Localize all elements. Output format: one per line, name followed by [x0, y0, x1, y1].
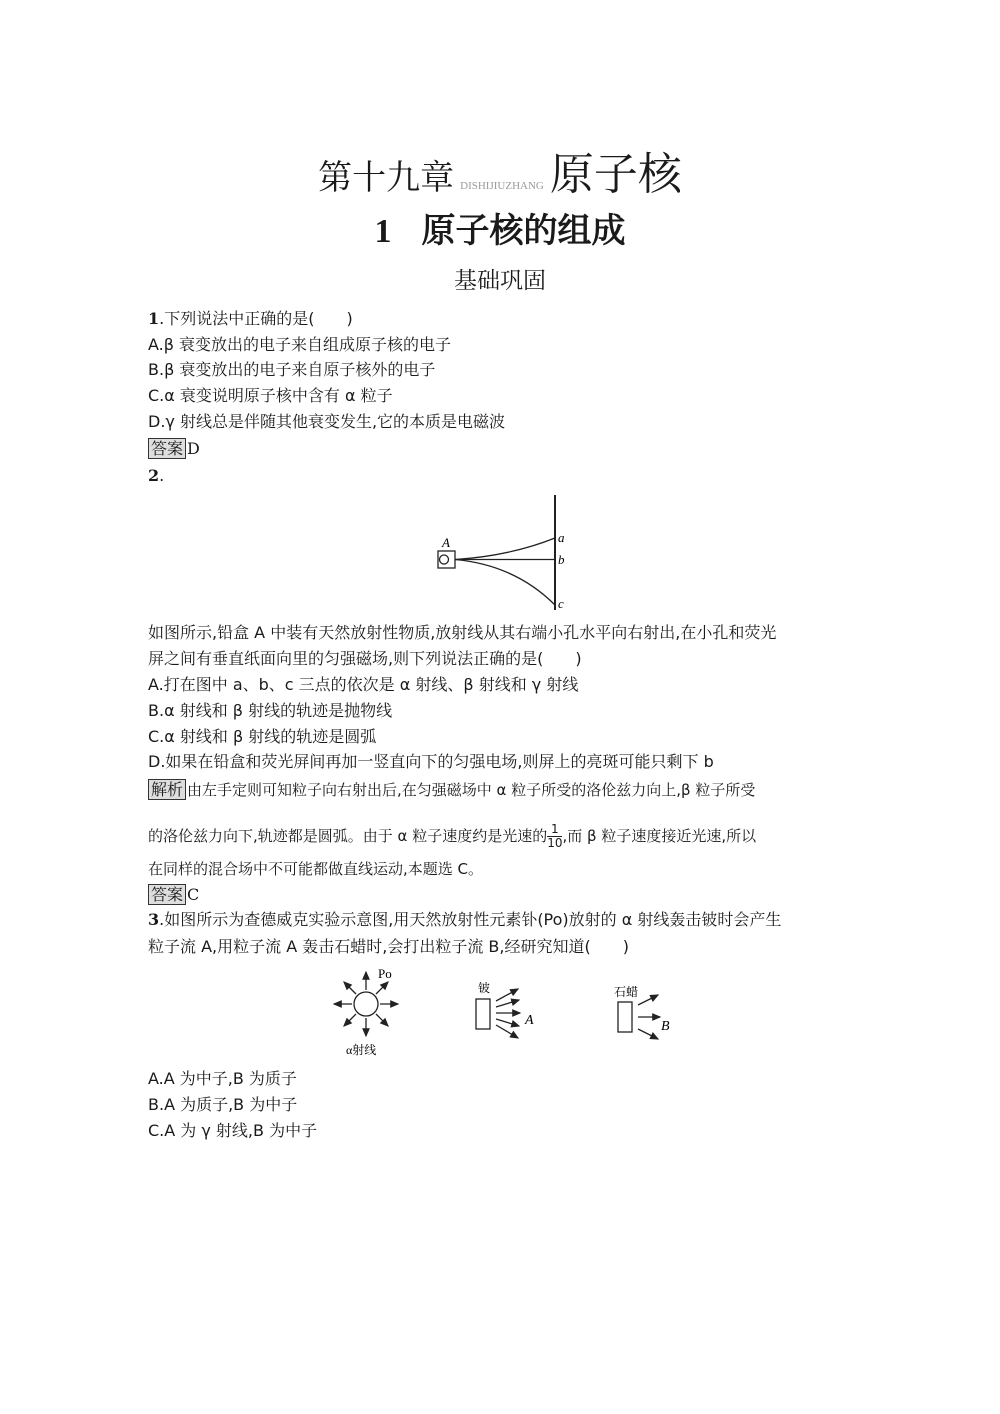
q2-option-c: C.α 射线和 β 射线的轨迹是圆弧	[148, 727, 377, 746]
q2-analysis-line-3: 在同样的混合场中不可能都做直线运动,本题选 C。	[148, 860, 484, 878]
point-label-a: a	[558, 530, 565, 545]
q3-option-a: A.A 为中子,B 为质子	[148, 1069, 297, 1088]
fraction-numerator: 1	[547, 823, 562, 837]
q3-number: 3	[148, 910, 160, 929]
stream-b-arrows-icon	[638, 995, 660, 1039]
q2-dot: .	[159, 466, 165, 485]
point-label-c: c	[558, 596, 564, 611]
paraffin-target-icon	[618, 1002, 632, 1032]
q1-option-a: A.β 衰变放出的电子来自组成原子核的电子	[148, 335, 452, 354]
q3-stem-text-1: .如图所示为查德威克实验示意图,用天然放射性元素钋(Po)放射的 α 射线轰击铍时会产生	[159, 910, 782, 929]
q3-option-c: C.A 为 γ 射线,B 为中子	[148, 1121, 318, 1140]
analysis-text-2a: 的洛伦兹力向下,轨迹都是圆弧。由于 α 粒子速度约是光速的	[148, 827, 548, 845]
q1-answer	[148, 438, 200, 459]
section-number: 1	[374, 213, 392, 250]
chapter-heading	[0, 138, 1000, 202]
q2-stem-line-2: 屏之间有垂直纸面向里的匀强磁场,则下列说法正确的是( )	[148, 649, 582, 668]
q2-analysis-line-1	[148, 779, 755, 800]
q2-magnetic-field-figure	[430, 490, 580, 615]
section-heading	[0, 203, 1000, 252]
q1-answer-value: D	[187, 439, 200, 458]
q1-number: 1	[148, 309, 160, 328]
analysis-text-2b: ,而 β 粒子速度接近光速,所以	[562, 827, 757, 845]
q2-option-d: D.如果在铅盒和荧光屏间再加一竖直向下的匀强电场,则屏上的亮斑可能只剩下 b	[148, 752, 714, 771]
section-title: 原子核的组成	[421, 211, 626, 251]
q3-stem-line-1	[148, 910, 781, 930]
alpha-ray-label: α射线	[346, 1043, 377, 1057]
q1-stem-text: .下列说法中正确的是( )	[159, 309, 353, 328]
chapter-label: 第十九章	[318, 158, 455, 198]
polonium-source-icon	[334, 972, 398, 1036]
chapter-pinyin: DISHIJIUZHANG	[460, 180, 544, 192]
subsection-title: 基础巩固	[454, 268, 546, 294]
fraction-denominator: 10	[547, 836, 563, 850]
beryllium-target-icon	[476, 999, 490, 1029]
q2-number-line	[148, 466, 164, 486]
stream-a-arrows-icon	[496, 989, 520, 1038]
q2-stem-line-1: 如图所示,铅盒 A 中装有天然放射性物质,放射线从其右端小孔水平向右射出,在小孔和荧光	[148, 623, 777, 642]
stream-b-label: B	[661, 1019, 670, 1034]
stream-a-label: A	[525, 1013, 534, 1028]
q2-number: 2	[148, 466, 160, 485]
point-label-b: b	[558, 552, 565, 567]
q2-option-a: A.打在图中 a、b、c 三点的依次是 α 射线、β 射线和 γ 射线	[148, 675, 579, 694]
q2-analysis-line-2	[148, 823, 756, 850]
answer-tag: 答案	[148, 884, 186, 905]
analysis-text-1: 由左手定则可知粒子向右射出后,在匀强磁场中 α 粒子所受的洛伦兹力向上,β 粒子所受	[187, 781, 756, 799]
po-label: Po	[378, 966, 392, 981]
chapter-title: 原子核	[549, 149, 682, 200]
q3-option-b: B.A 为质子,B 为中子	[148, 1095, 298, 1114]
fraction-one-tenth	[547, 823, 562, 850]
q3-stem-line-2: 粒子流 A,用粒子流 A 轰击石蜡时,会打出粒子流 B,经研究知道( )	[148, 937, 629, 956]
q1-option-c: C.α 衰变说明原子核中含有 α 粒子	[148, 386, 393, 405]
q2-answer	[148, 884, 199, 905]
q1-option-b: B.β 衰变放出的电子来自原子核外的电子	[148, 360, 436, 379]
q2-option-b: B.α 射线和 β 射线的轨迹是抛物线	[148, 701, 393, 720]
q3-chadwick-experiment-figure	[318, 962, 708, 1060]
analysis-tag: 解析	[148, 779, 186, 800]
beryllium-label: 铍	[478, 981, 491, 995]
q1-stem	[148, 309, 353, 329]
q1-option-d: D.γ 射线总是伴随其他衰变发生,它的本质是电磁波	[148, 412, 506, 431]
answer-tag: 答案	[148, 438, 186, 459]
box-label-a: A	[442, 535, 450, 550]
paraffin-label: 石蜡	[614, 985, 639, 999]
q2-answer-value: C	[187, 885, 200, 904]
